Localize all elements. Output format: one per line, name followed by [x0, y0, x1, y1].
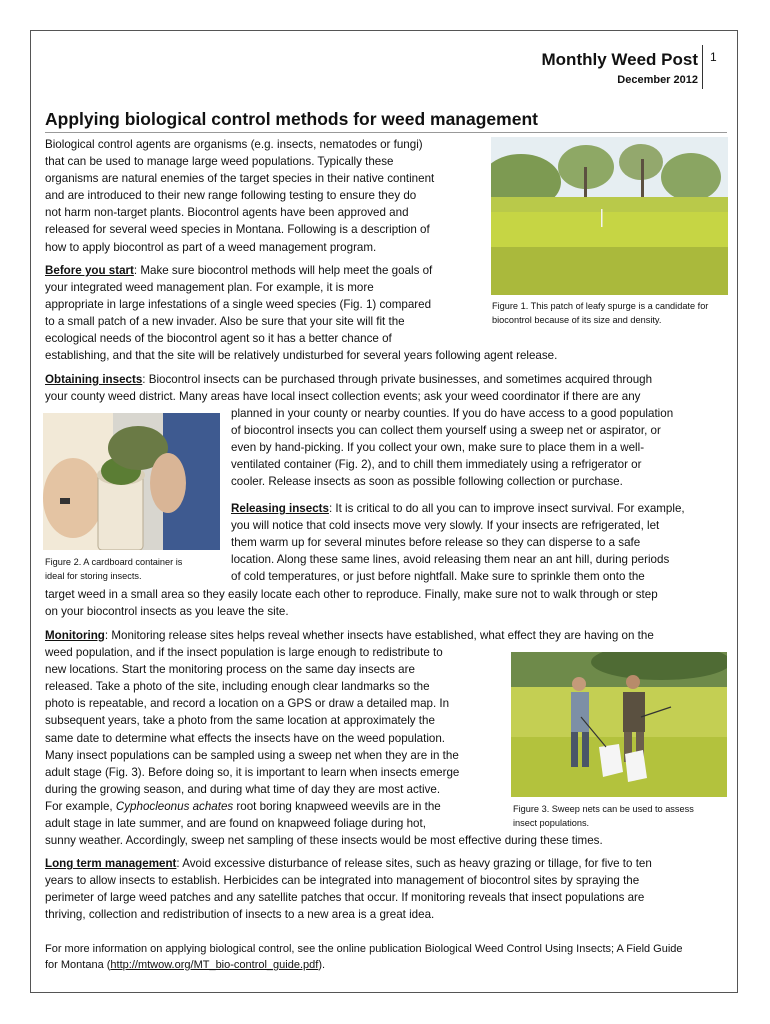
- page-number: 1: [710, 50, 717, 64]
- species-name: Cyphocleonus achates: [115, 799, 234, 813]
- monitoring-paragraph: Monitoring: Monitoring release sites helps reveal whether insects have established, what effect they are having on the weed population, and if the insect population is large enough to redistribute to new locations. Start the monitoring process on the same day insects are released. Take a photo of the site, including enough clear landmarks so the photo is repeatable, and record a location on a GPS or draw a detailed map. In subsequent years, take a photo from the same location at approximately the same date to determine what effects the insects have on the weed population. Many insect populations can be sampled using a sweep net when they are in the adult stage (Fig. 3). Before doing so, it is important to learn when insects emerge during the growing season, and during what time of day they are most active. For example, Cyphocleonus achates root boring knapweed weevils are in the adult stage in late summer, and are found on knapweed foliage during hot, sunny weather. Accordingly, sweep net sampling of these insects would be most effective during these times.: [45, 629, 654, 848]
- section-label-obtaining: Obtaining insects: [45, 373, 143, 386]
- intro-line: how to apply biocontrol as part of a weed management program.: [45, 240, 377, 254]
- header-divider: [702, 45, 703, 89]
- issue-date: December 2012: [617, 74, 698, 86]
- figure-3-sweep-net-photo: [511, 652, 727, 797]
- more-info-paragraph: For more information on applying biological control, see the online publication Biological Weed Control Using Insects; A Field Guide for Montana (http://mtwow.org/MT_bio-control_guide.pdf).: [45, 943, 683, 971]
- obtaining-paragraph-rest: planned in your county or nearby counties. If you do have access to a good population of biocontrol insects you can collect them yourself using a sweep net or aspirator, or even by hand-picking. If you collect your own, make sure to place them in a well- ventilated container (Fig. 2), and to chill them immediately using a refrigerator or cooler. Release insects as soon as possible following collection or purchase.: [231, 407, 674, 489]
- section-label-before-start: Before you start: [45, 264, 134, 277]
- intro-line: not harm non-target plants. Biocontrol agents have been approved and: [45, 206, 409, 220]
- intro-line: organisms are natural enemies of the target species in their native continent: [45, 172, 435, 186]
- intro-line: Biological control agents are organisms (e.g. insects, nematodes or fungi): [45, 138, 423, 151]
- intro-line: released for several weed species in Montana. Following is a description of: [45, 223, 430, 237]
- title-rule: [45, 132, 727, 133]
- releasing-paragraph: Releasing insects: It is critical to do all you can to improve insect survival. For example, you will notice that cold insects move very slowly. If your insects are refrigerated, let them warm up for several minutes before release so they can disperse to a safe location. Along these same lines, avoid releasing them near an ant hill, during periods of cold temperatures, or just before nightfall. Make sure to sprinkle them onto the: [231, 502, 685, 584]
- section-label-long-term: Long term management: [45, 857, 177, 870]
- intro-line: and are introduced to their new range following testing to ensure they do: [45, 189, 417, 203]
- intro-paragraph: [45, 136, 434, 256]
- article-title: Applying biological control methods for weed management: [45, 109, 538, 129]
- figure-1-caption: Figure 1. This patch of leafy spurge is a candidate for biocontrol because of its size and density.: [492, 301, 709, 325]
- intro-line: that can be used to manage large weed populations. Typically these: [45, 155, 394, 169]
- releasing-paragraph-full: target weed in a small area so they easily locate each other to reproduce. Finally, make sure not to walk through or step on your biocontrol insects as you leave the site.: [45, 588, 658, 619]
- obtaining-paragraph-top: Obtaining insects: Biocontrol insects can be purchased through private businesses, and sometimes acquired through your county weed district. Many areas have local insect collection events; ask your weed coordinator if there are any: [45, 373, 653, 404]
- figure-3-caption: Figure 3. Sweep nets can be used to assess insect populations.: [513, 804, 694, 828]
- section-label-monitoring: Monitoring: [45, 629, 105, 642]
- before-start-paragraph: Before you start: Make sure biocontrol methods will help meet the goals of your integrated weed management plan. For example, it is more appropriate in large infestations of a single weed species (Fig. 1) compared to a small patch of a new invader. Also be sure that your site will fit the ecological needs of the biocontrol agent so it has a better chance of establishing, and that the site will be relatively undisturbed for several years following agent release.: [45, 264, 558, 363]
- section-label-releasing: Releasing insects: [231, 502, 329, 515]
- guide-link[interactable]: http://mtwow.org/MT_bio-control_guide.pdf: [110, 959, 319, 971]
- figure-2-caption: Figure 2. A cardboard container is ideal for storing insects.: [45, 557, 183, 581]
- newsletter-title: Monthly Weed Post: [541, 50, 698, 69]
- long-term-paragraph: Long term management: Avoid excessive disturbance of release sites, such as heavy grazing or tillage, for five to ten years to allow insects to establish. Herbicides can be integrated into management of biocontrol sites by spraying the perimeter of large weed patches and any satellite patches that occur. If monitoring reveals that insect populations are thriving, collection and redistribution of insects to a new area is a great idea.: [45, 857, 652, 922]
- figure-2-container-photo: [43, 413, 220, 550]
